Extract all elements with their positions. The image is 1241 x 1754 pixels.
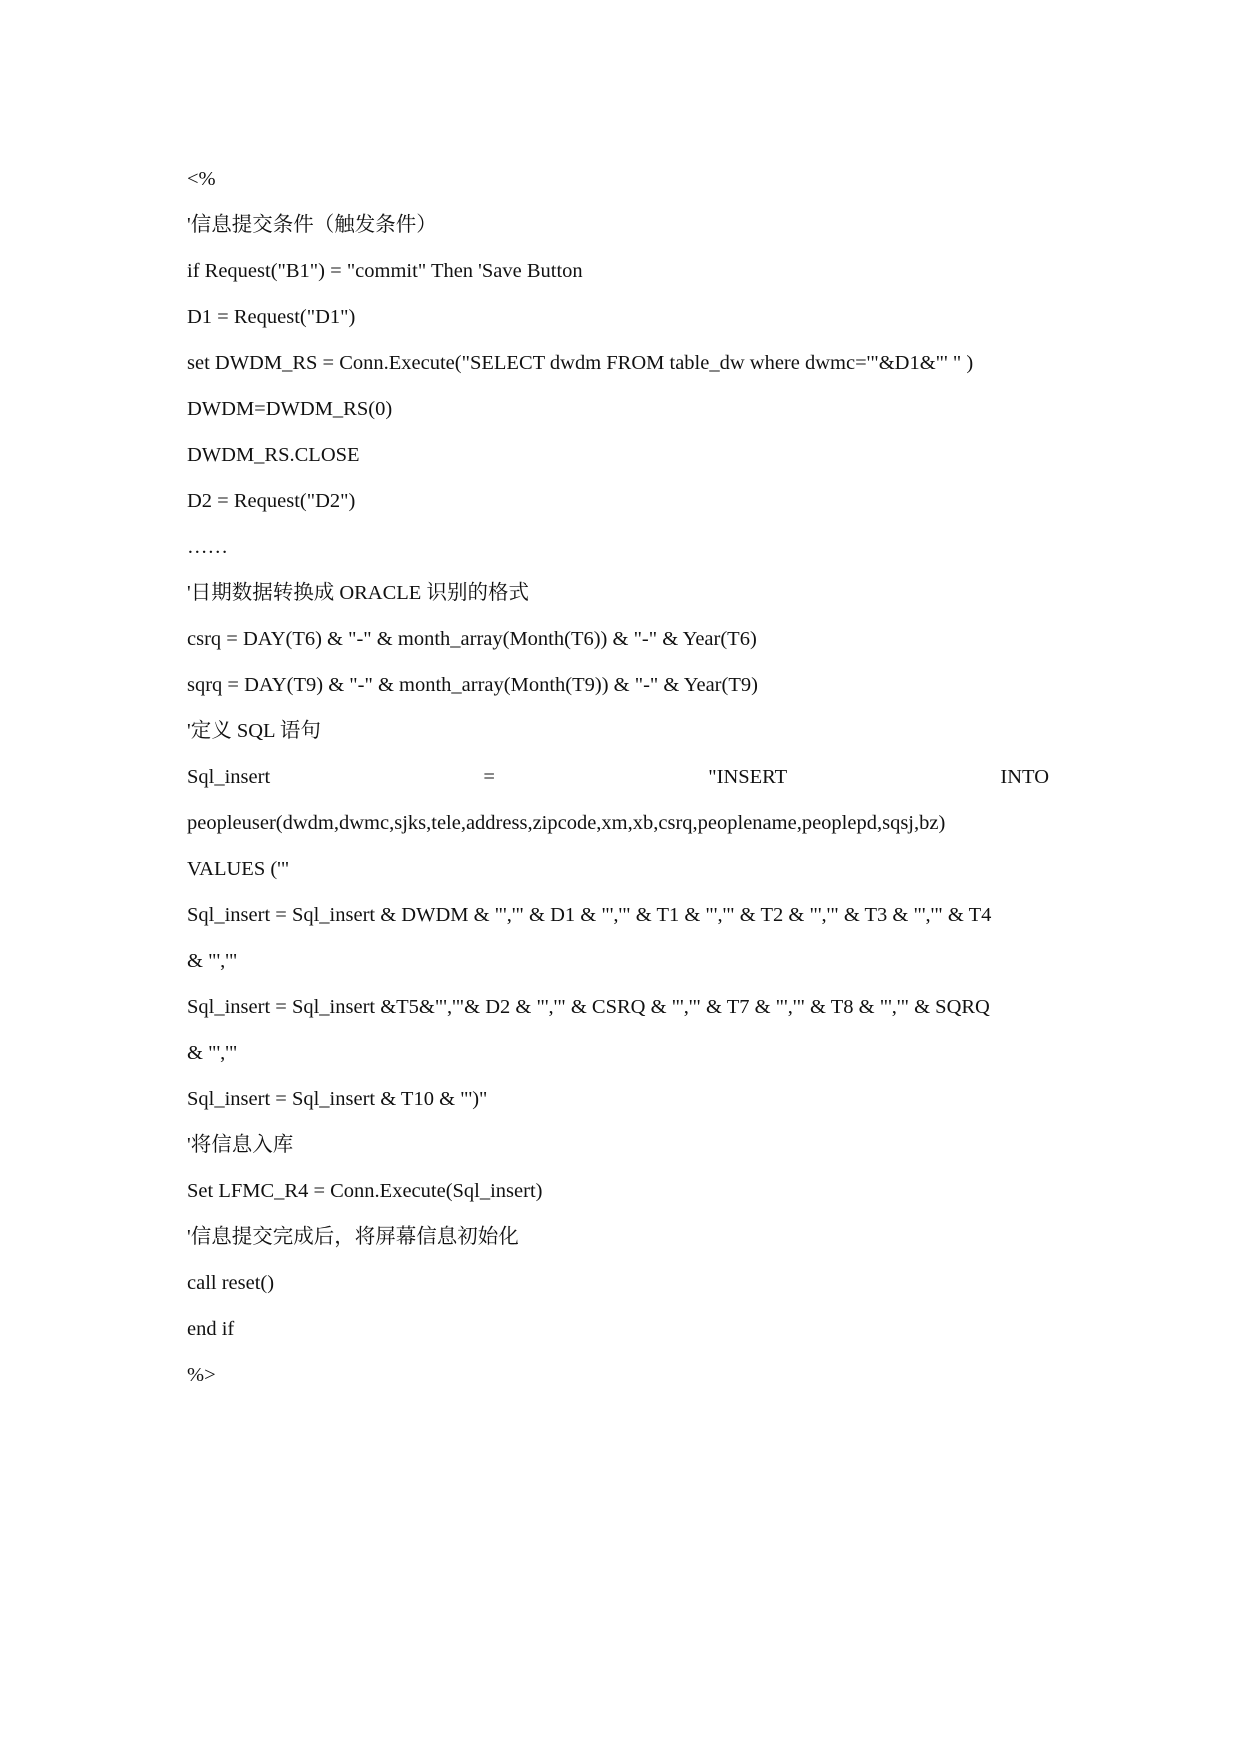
ellipsis-line: …… xyxy=(187,536,228,558)
code-comment: '日期数据转换成 ORACLE 识别的格式 xyxy=(187,582,529,604)
code-line: csrq = DAY(T6) & "-" & month_array(Month(T6)) & "-" & Year(T6) xyxy=(187,628,757,650)
code-line: <% xyxy=(187,168,216,190)
code-line: %> xyxy=(187,1364,216,1386)
code-comment: '信息提交条件（触发条件） xyxy=(187,214,437,236)
asp-code-block xyxy=(187,156,1049,1398)
sql-insert-part: INTO xyxy=(1000,766,1049,788)
code-line: Sql_insert = Sql_insert & T10 & "')" xyxy=(187,1088,488,1110)
code-line: DWDM_RS.CLOSE xyxy=(187,444,360,466)
code-line: VALUES ('" xyxy=(187,858,290,880)
code-line: Sql_insert = Sql_insert & DWDM & "','" & D1 & "','" & T1 & "','" & T2 & "','" & T3 & "','" & T4 xyxy=(187,904,992,926)
code-comment: '将信息入库 xyxy=(187,1134,294,1156)
sql-insert-justified-line xyxy=(187,754,1049,800)
code-line: D2 = Request("D2") xyxy=(187,490,356,512)
code-line: if Request("B1") = "commit" Then 'Save Button xyxy=(187,260,583,282)
code-comment: '定义 SQL 语句 xyxy=(187,720,321,742)
code-line: Sql_insert = Sql_insert &T5&"','"& D2 & "','" & CSRQ & "','" & T7 & "','" & T8 & "','" & SQRQ xyxy=(187,996,990,1018)
code-line: D1 = Request("D1") xyxy=(187,306,356,328)
code-line: peopleuser(dwdm,dwmc,sjks,tele,address,zipcode,xm,xb,csrq,peoplename,peoplepd,sqsj,bz) xyxy=(187,812,946,834)
sql-insert-part: "INSERT xyxy=(708,766,788,788)
code-comment: '信息提交完成后，将屏幕信息初始化 xyxy=(187,1226,519,1248)
code-line: call reset() xyxy=(187,1272,275,1294)
code-line-wrap: & "','" xyxy=(187,1042,238,1064)
code-line: DWDM=DWDM_RS(0) xyxy=(187,398,393,420)
code-line: end if xyxy=(187,1318,235,1340)
sql-insert-part: = xyxy=(483,766,495,788)
code-line: Set LFMC_R4 = Conn.Execute(Sql_insert) xyxy=(187,1180,543,1202)
code-line-wrap: & "','" xyxy=(187,950,238,972)
sql-insert-part: Sql_insert xyxy=(187,766,271,788)
code-line: sqrq = DAY(T9) & "-" & month_array(Month(T9)) & "-" & Year(T9) xyxy=(187,674,758,696)
code-line: set DWDM_RS = Conn.Execute("SELECT dwdm FROM table_dw where dwmc='"&D1&"' " ) xyxy=(187,352,974,374)
